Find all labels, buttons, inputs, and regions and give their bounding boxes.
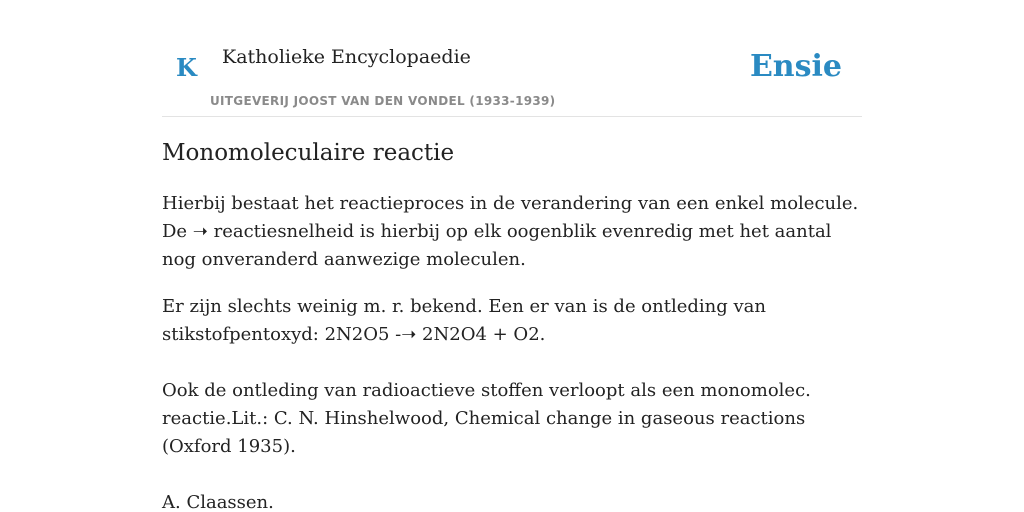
article-author: A. Claassen. (162, 491, 274, 512)
article-paragraph: Ook de ontleding van radioactieve stoffen verloopt als een monomolec. reactie.Lit.: C. N. Hinshelwood, Chemical change in gaseous reactions (Oxford 1935). (162, 379, 811, 457)
publisher-label: UITGEVERIJ JOOST VAN DEN VONDEL (1933-1939) (210, 94, 556, 108)
article-paragraph: Hierbij bestaat het reactieproces in de verandering van een enkel molecule. De ➝ reactiesnelheid is hierbij op elk oogenblik evenredig met het aantal nog onveranderd aanwezige moleculen. (162, 192, 859, 270)
logo-k-icon[interactable]: K (176, 53, 197, 82)
encyclopedia-title[interactable]: Katholieke Encyclopaedie (222, 46, 471, 68)
site-header (162, 0, 862, 117)
ensie-brand-logo[interactable]: Ensie (749, 49, 842, 84)
article-paragraph: Er zijn slechts weinig m. r. bekend. Een er van is de ontleding van stikstofpentoxyd: 2N2O5 -➝ 2N2O4 + O2. (162, 295, 766, 345)
article-content (162, 140, 862, 512)
article-title: Monomoleculaire reactie (162, 140, 455, 166)
